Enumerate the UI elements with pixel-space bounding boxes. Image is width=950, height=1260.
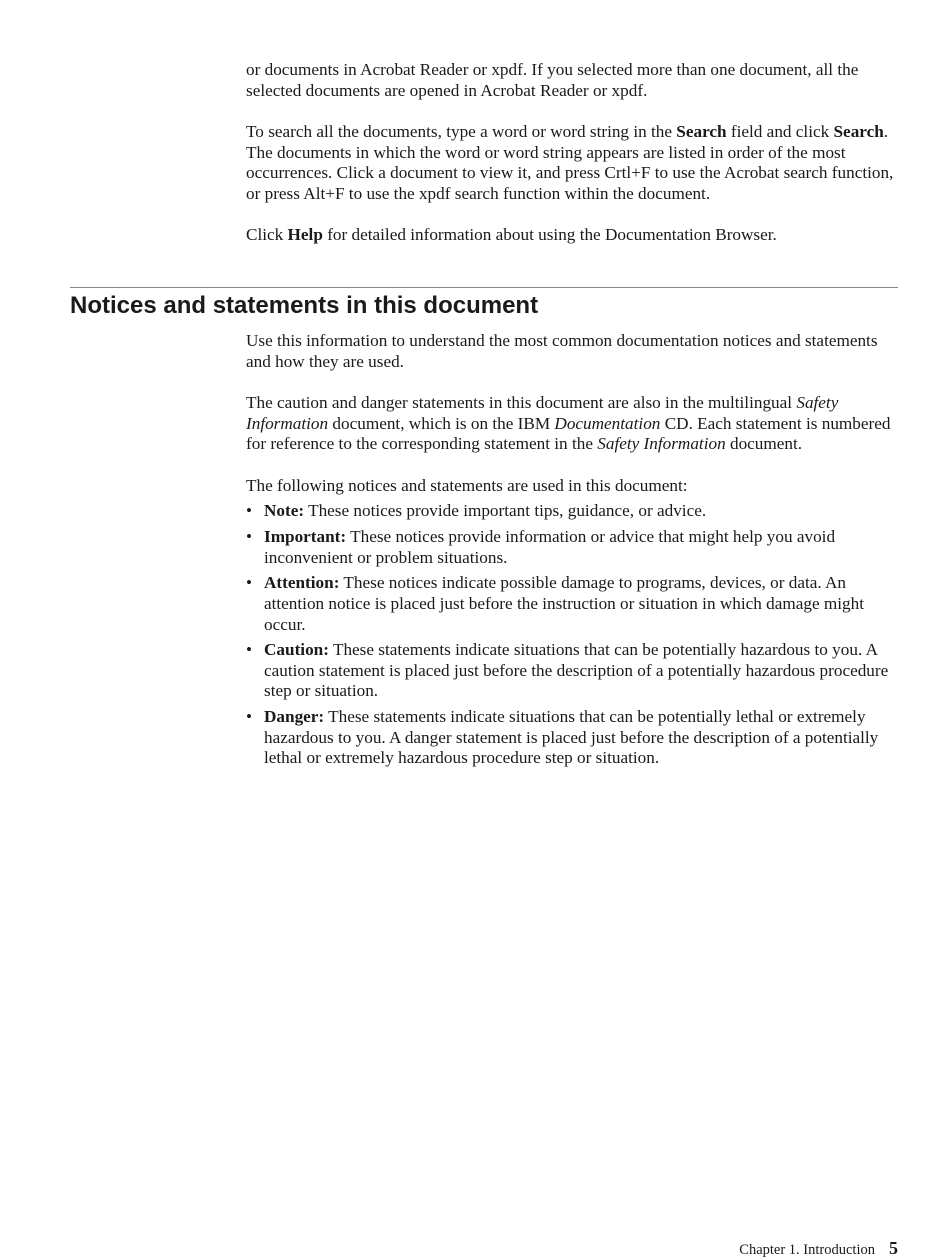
notice-label: Danger: [264,707,325,727]
section-paragraph-1-text: Use this information to understand the most common documentation notices and statements and how they are used. [246,331,878,371]
section-paragraph-2 [246,393,894,455]
search-button-term: Search [833,121,884,141]
text-run: CD. Each statement is numbered for reference to the corresponding statement in the [246,413,891,454]
publication-title: Documentation [554,413,661,433]
notice-text: These statements indicate situations that can be potentially lethal or extremely hazardous to you. A danger statement is placed just before the description of a potentially lethal or extremely hazardous procedure step or situation. [264,707,879,768]
section-paragraph-3-text: The following notices and statements are used in this document: [246,475,688,495]
notice-text: These notices indicate possible damage to programs, devices, or data. An attention notice is placed just before the instruction or situation in which damage might occur. [264,573,864,634]
text-run: document, which is on the IBM [328,413,555,433]
notices-list [246,501,894,769]
publication-title: Safety Information [597,434,726,454]
text-run: field and click [726,121,834,141]
text-run: for detailed information about using the Documentation Browser. [322,225,777,245]
bullet: • [246,573,253,593]
list-item-caution [246,640,894,702]
notice-label: Caution: [264,640,329,660]
text-run: Click [246,225,288,245]
bullet: • [246,526,253,546]
page-footer [739,1238,898,1259]
bullet: • [246,707,253,727]
text-run: . The documents in which the word or word string appears are listed in order of the most occurrences. Click a document to view it, and press Crtl+F to use the Acrobat search function, or press Alt+F to use the xpdf search function within the document. [246,121,894,203]
bullet: • [246,640,253,660]
section-heading: Notices and statements in this document [70,292,539,319]
section-text-block [246,331,894,774]
list-item-attention [246,573,894,635]
intro-paragraph-2 [246,122,894,204]
intro-paragraph-3 [246,225,894,246]
notice-label: Attention: [264,573,340,593]
intro-text-block [246,60,894,246]
text-run: The caution and danger statements in this document are also in the multilingual [246,392,797,412]
notice-text: These notices provide information or advice that might help you avoid inconvenient or problem situations. [264,526,836,567]
list-item-danger [246,707,894,769]
notice-text: These statements indicate situations that can be potentially hazardous to you. A caution statement is placed just before the description of a potentially hazardous procedure step or situation. [264,640,889,701]
footer-chapter-title: Chapter 1. Introduction [739,1242,875,1258]
bullet: • [246,501,253,521]
section-divider [70,287,898,288]
section-paragraph-1 [246,331,894,372]
notice-label: Important: [264,526,347,546]
intro-paragraph-1-text: or documents in Acrobat Reader or xpdf. If you selected more than one document, all the selected documents are opened in Acrobat Reader or xpdf. [246,60,859,100]
list-item-note [246,501,894,522]
help-term: Help [287,225,323,245]
text-run: document. [725,434,803,454]
search-field-term: Search [676,121,727,141]
publication-title: Safety Information [246,392,839,433]
page-number: 5 [889,1238,898,1258]
intro-paragraph-1 [246,60,894,101]
notice-text: These notices provide important tips, guidance, or advice. [304,501,707,521]
section-paragraph-3 [246,476,894,497]
text-run: To search all the documents, type a word or word string in the [246,121,677,141]
notice-label: Note: [264,501,305,521]
list-item-important [246,527,894,568]
